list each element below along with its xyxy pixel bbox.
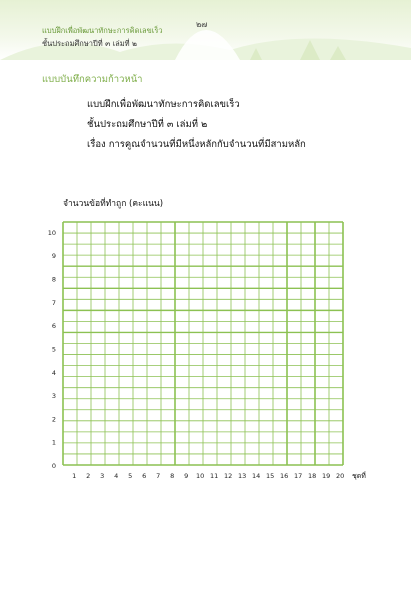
y-tick-label: 3 [51, 392, 56, 401]
x-tick-label: 20 [336, 472, 345, 480]
y-tick-label: 8 [51, 275, 56, 284]
x-tick-label: 12 [224, 472, 233, 480]
x-tick-label: 11 [210, 472, 219, 480]
y-tick-label: 9 [51, 252, 56, 261]
header-grade-book: ชั้นประถมศึกษาปีที่ ๓ เล่มที่ ๒ [42, 39, 137, 48]
x-tick-label: 13 [238, 472, 247, 480]
x-tick-label: 16 [280, 472, 289, 480]
x-tick-label: 3 [100, 472, 105, 480]
x-tick-label: 10 [196, 472, 205, 480]
x-tick-label: 5 [128, 472, 133, 480]
y-tick-label: 4 [51, 368, 56, 377]
y-tick-label: 6 [51, 322, 56, 331]
x-axis-label: ชุดที่ [352, 472, 366, 480]
x-tick-label: 1 [72, 472, 77, 480]
info-line-2: ชั้นประถมศึกษาปีที่ ๓ เล่มที่ ๒ [87, 119, 208, 130]
x-tick-label: 14 [252, 472, 261, 480]
x-tick-label: 9 [184, 472, 189, 480]
x-tick-label: 7 [156, 472, 161, 480]
header-series-title: แบบฝึกเพื่อพัฒนาทักษะการคิดเลขเร็ว [42, 26, 163, 35]
x-tick-label: 8 [170, 472, 175, 480]
x-tick-label: 18 [308, 472, 317, 480]
x-tick-label: 19 [322, 472, 331, 480]
x-tick-label: 17 [294, 472, 303, 480]
chart-title: จำนวนข้อที่ทำถูก (คะแนน) [63, 199, 164, 209]
y-tick-label: 10 [47, 228, 56, 237]
y-tick-label: 7 [51, 298, 56, 307]
y-tick-label: 0 [51, 462, 56, 470]
section-title: แบบบันทึกความก้าวหน้า [42, 74, 143, 85]
y-tick-label: 5 [51, 345, 56, 354]
x-tick-label: 15 [266, 472, 275, 480]
page-number: ๒๗ [196, 20, 208, 29]
y-tick-label: 1 [51, 438, 56, 447]
y-tick-label: 2 [51, 415, 56, 424]
info-line-3: เรื่อง การคูณจำนวนที่มีหนึ่งหลักกับจำนวนที่มีสามหลัก [87, 139, 306, 150]
x-tick-label: 2 [86, 472, 91, 480]
info-line-1: แบบฝึกเพื่อพัฒนาทักษะการคิดเลขเร็ว [87, 99, 240, 110]
x-tick-label: 4 [114, 472, 119, 480]
x-tick-label: 6 [142, 472, 147, 480]
